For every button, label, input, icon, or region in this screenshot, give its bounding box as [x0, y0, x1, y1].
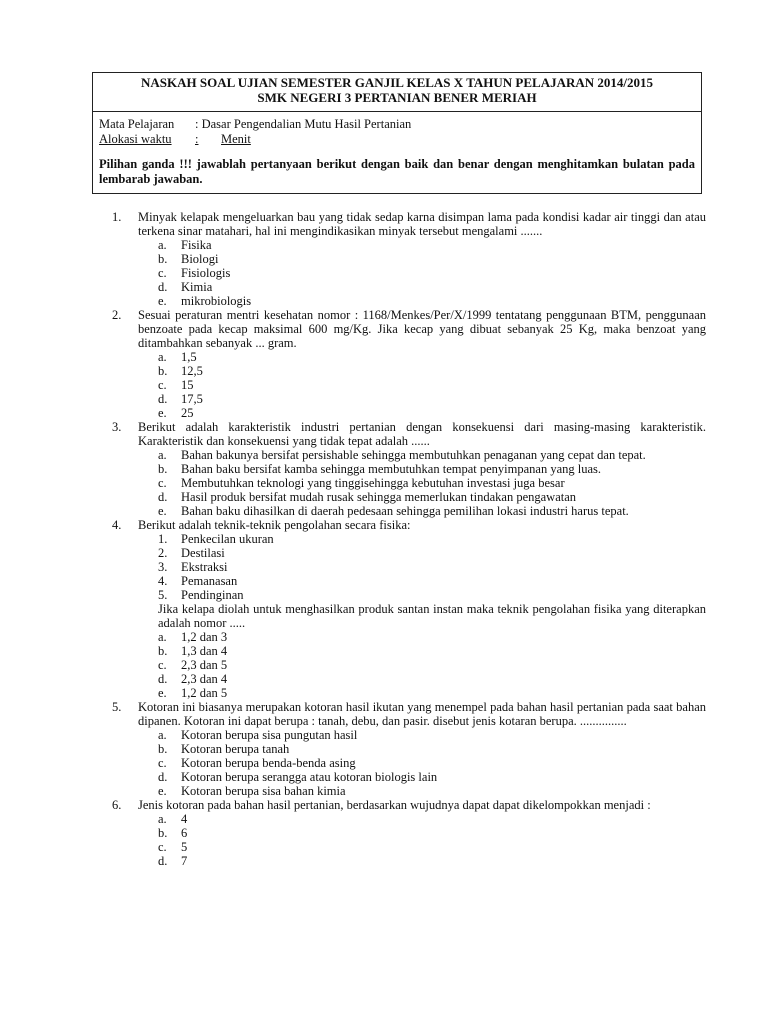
option-text: Bahan baku dihasilkan di daerah pedesaan sehingga pemilihan lokasi industri harus tepat. — [181, 504, 629, 518]
option-d — [158, 770, 706, 784]
option-b — [158, 252, 706, 266]
time-row — [99, 132, 695, 147]
option-letter: b. — [158, 644, 168, 658]
option-letter: c. — [158, 840, 167, 854]
option-e — [158, 294, 706, 308]
option-d — [158, 392, 706, 406]
instruction: Pilihan ganda !!! jawablah pertanyaan berikut dengan baik dan benar dengan menghitamkan bulatan pada lembarab jawaban. — [99, 157, 695, 186]
option-d — [158, 854, 706, 868]
question-number: 1. — [112, 210, 122, 224]
option-e — [158, 406, 706, 420]
question-5 — [112, 700, 706, 798]
option-e — [158, 504, 706, 518]
question-text: Jenis kotoran pada bahan hasil pertanian, berdasarkan wujudnya dapat dapat dikelompokkan menjadi : — [138, 798, 651, 812]
option-text: Kotoran berupa sisa bahan kimia — [181, 784, 346, 798]
option-e — [158, 686, 706, 700]
option-list — [158, 812, 706, 868]
option-text: Biologi — [181, 252, 219, 266]
list-number: 1. — [158, 532, 168, 546]
option-letter: d. — [158, 280, 168, 294]
option-a — [158, 350, 706, 364]
option-letter: a. — [158, 448, 167, 462]
question-number: 3. — [112, 420, 122, 434]
option-list — [158, 728, 706, 798]
question-text-followup: Jika kelapa diolah untuk menghasilkan produk santan instan maka teknik pengolahan fisika yang diterapkan adalah nomor ..... — [158, 602, 706, 630]
option-text: Fisika — [181, 238, 212, 252]
exam-header — [92, 72, 702, 194]
option-letter: d. — [158, 392, 168, 406]
option-letter: a. — [158, 630, 167, 644]
question-6 — [112, 798, 706, 868]
option-text: 17,5 — [181, 392, 203, 406]
exam-info — [93, 112, 701, 193]
option-text: Kotoran berupa serangga atau kotoran biologis lain — [181, 770, 438, 784]
option-text: 4 — [181, 812, 188, 826]
option-letter: b. — [158, 364, 168, 378]
list-text: Destilasi — [181, 546, 225, 560]
question-3 — [112, 420, 706, 518]
question-text: Kotoran ini biasanya merupakan kotoran hasil ikutan yang menempel pada bahan hasil pertanian pada saat bahan dipanen. Kotoran ini dapat berupa : tanah, debu, dan pasir. disebut jenis kotaran berupa. ............... — [138, 700, 706, 728]
list-text: Penkecilan ukuran — [181, 532, 274, 546]
option-c — [158, 840, 706, 854]
option-d — [158, 672, 706, 686]
subject-row — [99, 117, 695, 132]
title-line-1: NASKAH SOAL UJIAN SEMESTER GANJIL KELAS X TAHUN PELAJARAN 2014/2015 — [140, 75, 654, 90]
technique-5 — [158, 588, 706, 602]
time-label: Alokasi waktu — [99, 132, 172, 146]
question-number: 2. — [112, 308, 122, 322]
list-number: 4. — [158, 574, 168, 588]
option-letter: b. — [158, 462, 168, 476]
technique-2 — [158, 546, 706, 560]
option-text: Kotoran berupa benda-benda asing — [181, 756, 356, 770]
option-text: 1,2 dan 5 — [181, 686, 228, 700]
option-list — [158, 630, 706, 700]
option-text: Hasil produk bersifat mudah rusak sehingga memerlukan tindakan pengawatan — [181, 490, 577, 504]
title-line-2: SMK NEGERI 3 PERTANIAN BENER MERIAH — [257, 90, 537, 105]
option-text: Kotoran berupa sisa pungutan hasil — [181, 728, 358, 742]
technique-1 — [158, 532, 706, 546]
option-text: Bahan bakunya bersifat persishable sehingga membutuhkan penaganan yang cepat dan tepat. — [181, 448, 646, 462]
question-list — [112, 210, 706, 868]
option-text: 12,5 — [181, 364, 203, 378]
question-number: 5. — [112, 700, 122, 714]
option-list — [158, 238, 706, 308]
option-letter: e. — [158, 686, 167, 700]
question-text: Berikut adalah teknik-teknik pengolahan secara fisika: — [138, 518, 411, 532]
subject-label: Mata Pelajaran — [99, 117, 175, 131]
option-text: 25 — [181, 406, 194, 420]
time-separator: : — [195, 132, 199, 146]
option-text: Bahan baku bersifat kamba sehingga membutuhkan tempat penyimpanan yang luas. — [181, 462, 602, 476]
option-text: 1,2 dan 3 — [181, 630, 228, 644]
option-c — [158, 476, 706, 490]
question-4 — [112, 518, 706, 700]
option-a — [158, 728, 706, 742]
option-text: 6 — [181, 826, 188, 840]
option-letter: e. — [158, 406, 167, 420]
option-a — [158, 238, 706, 252]
option-text: Membutuhkan teknologi yang tinggisehingga kebutuhan investasi juga besar — [181, 476, 565, 490]
option-list — [158, 448, 706, 518]
option-a — [158, 812, 706, 826]
option-text: 1,3 dan 4 — [181, 644, 228, 658]
option-b — [158, 462, 706, 476]
option-text: mikrobiologis — [181, 294, 252, 308]
option-text: 2,3 dan 4 — [181, 672, 228, 686]
option-text: 7 — [181, 854, 188, 868]
time-value: Menit — [221, 132, 251, 146]
option-letter: d. — [158, 490, 168, 504]
list-number: 2. — [158, 546, 168, 560]
question-1 — [112, 210, 706, 308]
technique-list — [158, 532, 706, 630]
option-letter: d. — [158, 854, 168, 868]
option-e — [158, 784, 706, 798]
question-number: 4. — [112, 518, 122, 532]
option-c — [158, 378, 706, 392]
question-text: Berikut adalah karakteristik industri pertanian dengan konsekuensi dari masing-masing karakteristik. Karakteristik dan konsekuensi yang tidak tepat adalah ...... — [138, 420, 706, 448]
option-a — [158, 448, 706, 462]
option-letter: a. — [158, 728, 167, 742]
option-letter: b. — [158, 826, 168, 840]
option-text: 15 — [181, 378, 194, 392]
option-text: Kimia — [181, 280, 213, 294]
list-number: 5. — [158, 588, 168, 602]
list-text: Pemanasan — [181, 574, 238, 588]
question-text: Sesuai peraturan mentri kesehatan nomor : 1168/Menkes/Per/X/1999 tentatang penggunaan BTM, penggunaan benzoate pada kecap maksimal 600 mg/Kg. Jika kecap yang dibuat sebanyak 25 Kg, maka benzoat yang ditambahkan sebanyak ... gram. — [138, 308, 706, 350]
option-a — [158, 630, 706, 644]
question-text: Minyak kelapak mengeluarkan bau yang tidak sedap karna disimpan lama pada kondisi kadar air tinggi dan atau terkena sinar matahari, hal ini mengindikasikan minyak tersebut mengalami ....... — [138, 210, 706, 238]
list-number: 3. — [158, 560, 168, 574]
option-letter: c. — [158, 378, 167, 392]
option-letter: b. — [158, 252, 168, 266]
list-text: Ekstraksi — [181, 560, 228, 574]
option-letter: c. — [158, 658, 167, 672]
exam-title — [93, 73, 701, 112]
option-text: Kotoran berupa tanah — [181, 742, 290, 756]
option-letter: d. — [158, 770, 168, 784]
option-text: 5 — [181, 840, 188, 854]
option-c — [158, 658, 706, 672]
option-c — [158, 266, 706, 280]
question-2 — [112, 308, 706, 420]
option-list — [158, 350, 706, 420]
option-letter: e. — [158, 294, 167, 308]
option-b — [158, 742, 706, 756]
option-letter: a. — [158, 350, 167, 364]
subject-value: : Dasar Pengendalian Mutu Hasil Pertanian — [195, 117, 412, 131]
technique-4 — [158, 574, 706, 588]
option-c — [158, 756, 706, 770]
option-b — [158, 826, 706, 840]
option-text: Fisiologis — [181, 266, 231, 280]
option-text: 2,3 dan 5 — [181, 658, 228, 672]
option-d — [158, 490, 706, 504]
option-letter: c. — [158, 756, 167, 770]
option-letter: e. — [158, 504, 167, 518]
option-b — [158, 644, 706, 658]
option-letter: a. — [158, 238, 167, 252]
option-letter: b. — [158, 742, 168, 756]
technique-3 — [158, 560, 706, 574]
option-d — [158, 280, 706, 294]
option-letter: c. — [158, 476, 167, 490]
option-letter: a. — [158, 812, 167, 826]
question-number: 6. — [112, 798, 122, 812]
list-text: Pendinginan — [181, 588, 244, 602]
option-letter: c. — [158, 266, 167, 280]
option-letter: d. — [158, 672, 168, 686]
option-b — [158, 364, 706, 378]
option-letter: e. — [158, 784, 167, 798]
option-text: 1,5 — [181, 350, 197, 364]
